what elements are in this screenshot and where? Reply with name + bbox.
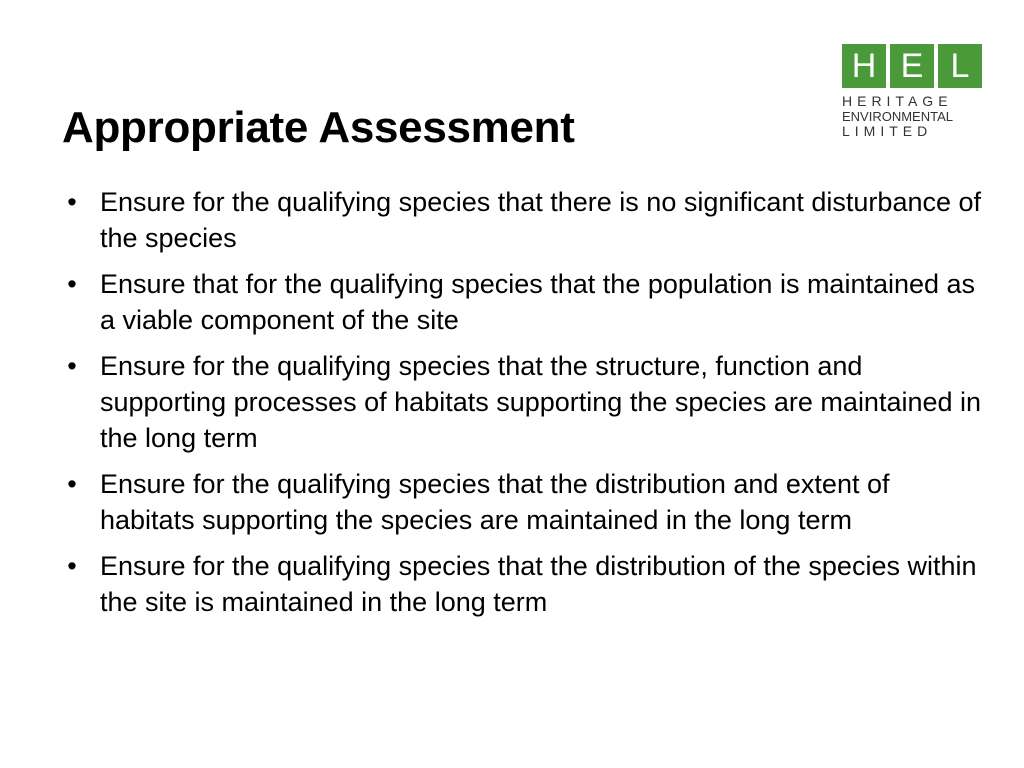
bullet-marker: • <box>67 551 77 581</box>
logo-letter-boxes <box>842 44 988 88</box>
bullet-text: Ensure for the qualifying species that the distribution of the species within the site is maintained in the long term <box>100 551 977 617</box>
slide-title: Appropriate Assessment <box>62 103 575 152</box>
bullet-item <box>62 466 982 538</box>
bullet-text: Ensure for the qualifying species that there is no significant disturbance of the species <box>100 187 982 253</box>
bullet-item <box>62 184 982 256</box>
logo-letter-l: L <box>938 44 982 88</box>
company-logo <box>842 44 988 139</box>
logo-line-limited: LIMITED <box>842 123 933 139</box>
bullet-text: Ensure for the qualifying species that the distribution and extent of habitats supporting the species are maintained in the long term <box>100 469 890 535</box>
bullet-text: Ensure for the qualifying species that the structure, function and supporting processes of habitats supporting the species are maintained in the long term <box>100 351 982 453</box>
logo-line-heritage: HERITAGE <box>842 93 953 109</box>
bullet-item <box>62 266 982 338</box>
bullet-text: Ensure that for the qualifying species that the population is maintained as a viable component of the site <box>100 269 976 335</box>
bullet-marker: • <box>67 351 77 381</box>
bullet-item <box>62 348 982 456</box>
bullet-item <box>62 548 982 620</box>
bullet-marker: • <box>67 269 77 299</box>
logo-letter-h: H <box>842 44 886 88</box>
logo-line-environmental: ENVIRONMENTAL <box>842 109 953 124</box>
logo-letter-e: E <box>890 44 934 88</box>
bullet-marker: • <box>67 187 77 217</box>
bullet-marker: • <box>67 469 77 499</box>
bullet-list <box>62 184 982 630</box>
